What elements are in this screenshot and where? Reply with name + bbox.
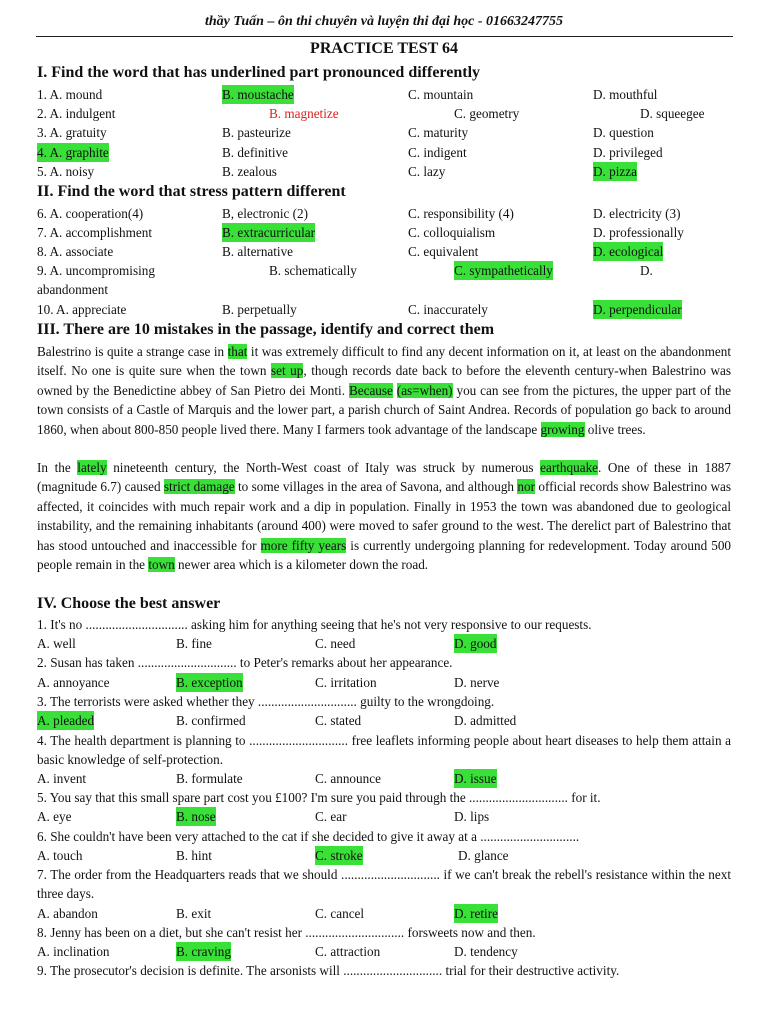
mcq-3-option-b: B. confirmed [176, 713, 246, 728]
q6-a: 6. A. cooperation(4) [37, 206, 144, 221]
q9-d: D. [640, 263, 653, 278]
mcq-7-option-a: A. abandon [37, 906, 98, 921]
mcq-6-stem: 6. She couldn't have been very attached to the cat if she decided to give it away at a .............................. [37, 829, 580, 844]
mistake-7: strict damage [163, 479, 235, 495]
section-2-heading: II. Find the word that stress pattern different [37, 183, 346, 200]
section-1-heading: I. Find the word that has underlined part pronounced differently [37, 64, 481, 81]
mcq-9-stem: 9. The prosecutor's decision is definite. The arsonists will .............................. trial for their destructive activity. [37, 963, 620, 978]
q7-row [37, 223, 737, 242]
q7-d: D. professionally [593, 225, 684, 240]
mcq-4-options [37, 769, 737, 788]
mcq-5-option-d: D. lips [454, 809, 490, 824]
section-3-heading: III. There are 10 mistakes in the passage, identify and correct them [37, 321, 495, 338]
mcq-4-option-c: C. announce [315, 771, 381, 786]
mcq-1-options [37, 634, 737, 653]
mcq-5-option-b: B. nose [176, 809, 216, 824]
q5-a: 5. A. noisy [37, 164, 95, 179]
q10-d: D. perpendicular [593, 302, 682, 317]
mistake-3: Because [348, 382, 393, 398]
p2-text: is currently undergoing planning for redevelopment. Today around 500 people remain in the [37, 537, 732, 573]
mcq-2-option-a: A. annoyance [37, 675, 110, 690]
mistake-4: growing [540, 421, 585, 437]
p2-text: official records show Balestrino was affected, it coincides with much repair work and a dip in population. Finally in 1953 the town was abandoned due to geological instability, and the remaining inhabitants (around 400) were moved to safer ground to the west. The derelict part of Balestrino that has stood untouched and inaccessible for [37, 479, 732, 553]
q6-d: D. electricity (3) [593, 206, 681, 221]
passage-paragraph-1 [37, 342, 731, 439]
mcq-3-stem: 3. The terrorists were asked whether they .............................. guilty to the wrongdoing. [37, 694, 495, 709]
q4-a: 4. A. graphite [37, 145, 109, 160]
mcq-1-option-a: A. well [37, 636, 76, 651]
q7-b: B. extracurricular [222, 225, 315, 240]
mcq-5-option-a: A. eye [37, 809, 72, 824]
p2-text: nineteenth century, the North-West coast of Italy was struck by numerous [106, 460, 541, 475]
q10-row [37, 300, 737, 319]
q1-c: C. mountain [408, 87, 474, 102]
mcq-2-option-d: D. nerve [454, 675, 500, 690]
mcq-7-option-b: B. exit [176, 906, 212, 921]
mcq-4-stem: 4. The health department is planning to .............................. free leaflets informing people about heart diseases to help them attain a basic knowledge of self-protection. [37, 733, 731, 768]
mcq-6-option-d: D. glance [458, 848, 509, 863]
mcq-2-option-b: B. exception [176, 675, 243, 690]
p1-text: olive trees. [584, 421, 646, 437]
p1-text: , though records date back to before the eleventh century-when Balestrino was owned by the Benedictine abbey of San Pietro dei Monti. [37, 363, 731, 398]
p1-text: Balestrino is quite a strange case in [37, 344, 228, 359]
mcq-5-stem: 5. You say that this small spare part cost you £100? I'm sure you paid through the .............................. for it. [37, 790, 601, 805]
mcq-7-option-c: C. cancel [315, 906, 365, 921]
mcq-6-options [37, 846, 737, 865]
passage-paragraph-2 [37, 458, 731, 574]
mcq-3-option-c: C. stated [315, 713, 362, 728]
mcq-6-option-a: A. touch [37, 848, 83, 863]
mcq-3-option-a: A. pleaded [37, 713, 95, 728]
mistake-9: more fifty years [260, 537, 347, 553]
q6-b: B, electronic (2) [222, 206, 309, 221]
mcq-8-option-c: C. attraction [315, 944, 381, 959]
mcq-6-option-c: C. stroke [315, 848, 363, 863]
q10-b: B. perpetually [222, 302, 297, 317]
mcq-8-stem: 8. Jenny has been on a diet, but she can't resist her .............................. forsweets now and then. [37, 925, 536, 940]
mcq-3-option-d: D. admitted [454, 713, 517, 728]
q1-a: 1. A. mound [37, 87, 103, 102]
q8-a: 8. A. associate [37, 244, 114, 259]
q3-b: B. pasteurize [222, 125, 291, 140]
q3-row [37, 123, 737, 142]
mcq-3-options [37, 711, 737, 730]
q9-b: B. schematically [269, 263, 357, 278]
mcq-6-option-b: B. hint [176, 848, 212, 863]
q8-c: C. equivalent [408, 244, 479, 259]
q9-row [37, 261, 737, 280]
q1-b: B. moustache [222, 87, 294, 102]
section-4-heading: IV. Choose the best answer [37, 595, 221, 612]
q9-continued [37, 280, 737, 299]
mcq-7-stem: 7. The order from the Headquarters reads that we should .............................. if we can't break the rebell's resistance within the next three days. [37, 867, 731, 902]
q5-row [37, 162, 737, 181]
q10-a: 10. A. appreciate [37, 302, 127, 317]
p2-text: newer area which is a kilometer down the road. [174, 557, 429, 573]
p2-text: to some villages in the area of Savona, and although [234, 479, 518, 495]
q1-d: D. mouthful [593, 87, 658, 102]
mcq-5-option-c: C. ear [315, 809, 347, 824]
p1-text: you can see from the pictures, the upper part of the town consists of a Castle of Marquis and the lower part, a parish church of Saint Andrea. Records of population go back to around 1860, when about 800-850 people lived there. Many I farmers took advantage of the landscape [37, 382, 732, 437]
mcq-7-option-d: D. retire [454, 906, 498, 921]
q5-c: C. lazy [408, 164, 446, 179]
q4-c: C. indigent [408, 145, 467, 160]
q6-c: C. responsibility (4) [408, 206, 514, 221]
q4-b: B. definitive [222, 145, 288, 160]
page-title: PRACTICE TEST 64 [310, 40, 458, 57]
mcq-1-option-d: D. good [454, 636, 497, 651]
q4-d: D. privileged [593, 145, 663, 160]
q3-d: D. question [593, 125, 654, 140]
q4-row [37, 143, 737, 162]
q9-d-text: abandonment [37, 282, 109, 297]
q6-row [37, 204, 737, 223]
mcq-4-option-d: D. issue [454, 771, 497, 786]
p1-text: it was extremely difficult to find any decent information on it, at least on the abandonment itself. No one is quite sure when the town [37, 344, 731, 379]
q7-c: C. colloquialism [408, 225, 496, 240]
mcq-1-option-b: B. fine [176, 636, 212, 651]
mcq-1-option-c: C. need [315, 636, 356, 651]
mcq-8-option-d: D. tendency [454, 944, 518, 959]
mistake-5: lately [77, 460, 107, 475]
q7-a: 7. A. accomplishment [37, 225, 153, 240]
mistake-6: earthquake [540, 460, 599, 475]
header-divider [36, 36, 733, 37]
q3-c: C. maturity [408, 125, 469, 140]
mcq-8-option-b: B. craving [176, 944, 231, 959]
mcq-2-stem: 2. Susan has taken .............................. to Peter's remarks about her appearance. [37, 655, 453, 670]
mistake-10: town [148, 557, 175, 573]
mistake-3-correction: (as=when) [396, 382, 453, 398]
p2-text: In the [37, 460, 78, 475]
mcq-8-options [37, 942, 737, 961]
q9-a: 9. A. uncompromising [37, 263, 155, 278]
q3-a: 3. A. gratuity [37, 125, 107, 140]
mcq-5-options [37, 807, 737, 826]
mistake-1: that [227, 344, 248, 359]
q2-a: 2. A. indulgent [37, 106, 116, 121]
mcq-1-stem: 1. It's no ............................... asking him for anything seeing that he's not very responsive to our requests. [37, 617, 592, 632]
q1-row [37, 85, 737, 104]
q9-c: C. sympathetically [454, 263, 553, 278]
mcq-7-options [37, 904, 737, 923]
q10-c: C. inaccurately [408, 302, 488, 317]
page-header: thầy Tuấn – ôn thi chuyên và luyện thi đại học - 01663247755 [204, 14, 564, 29]
q2-c: C. geometry [454, 106, 520, 121]
q5-d: D. pizza [593, 164, 637, 179]
q2-b: B. magnetize [269, 106, 339, 121]
mcq-4-option-b: B. formulate [176, 771, 243, 786]
mistake-8: nor [517, 479, 535, 495]
mcq-2-options [37, 673, 737, 692]
mcq-2-option-c: C. irritation [315, 675, 377, 690]
q8-d: D. ecological [593, 244, 664, 259]
q5-b: B. zealous [222, 164, 277, 179]
mcq-8-option-a: A. inclination [37, 944, 110, 959]
q8-b: B. alternative [222, 244, 294, 259]
q8-row [37, 242, 737, 261]
mistake-2: set up [270, 363, 304, 379]
q2-d: D. squeegee [640, 106, 705, 121]
mcq-4-option-a: A. invent [37, 771, 87, 786]
q2-row [37, 104, 737, 123]
p2-text: . One of these in 1887 (magnitude 6.7) caused [37, 460, 731, 495]
